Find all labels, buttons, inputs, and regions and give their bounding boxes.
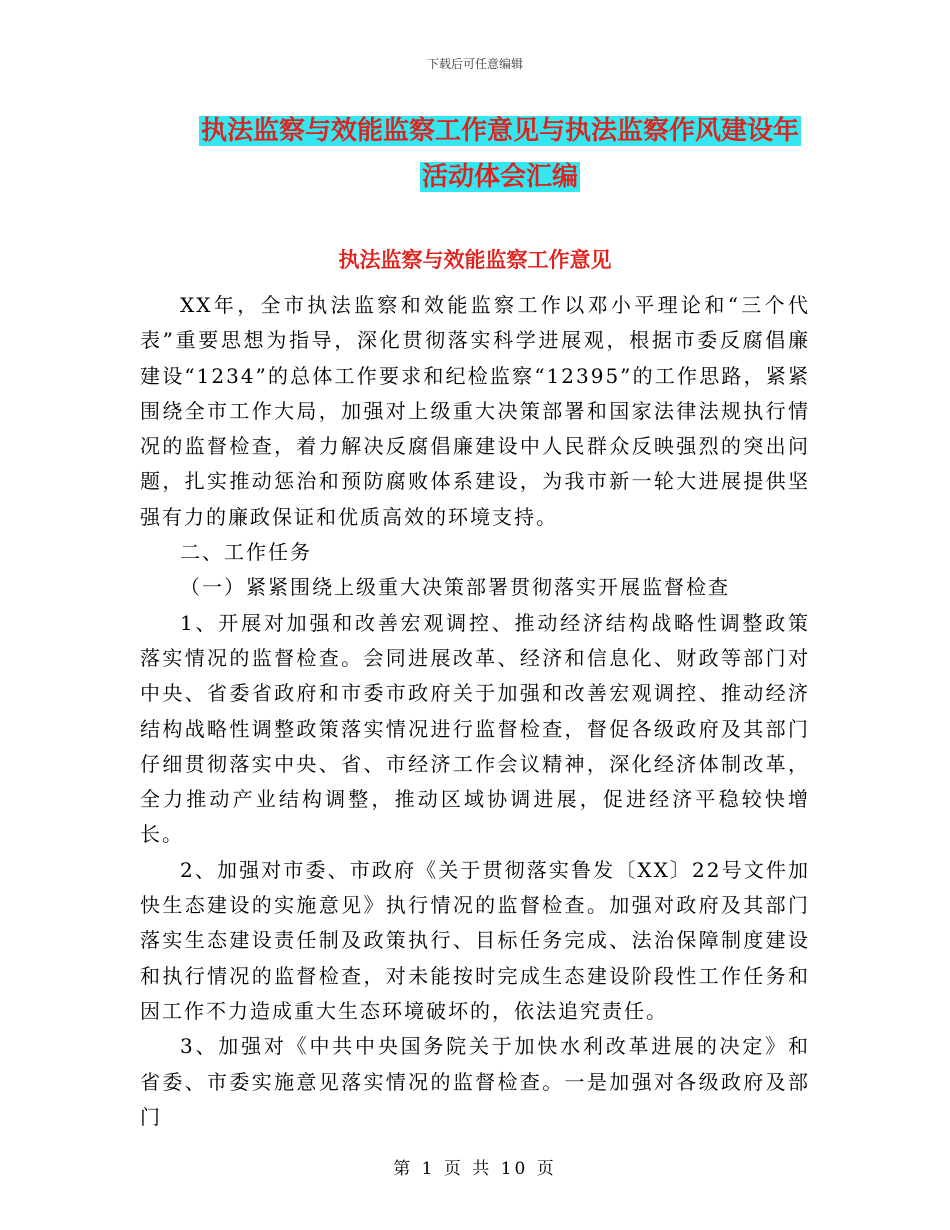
paragraph-heading-tasks: 二、工作任务 bbox=[180, 540, 312, 565]
document-title-line2: 活动体会汇编 bbox=[421, 162, 578, 192]
document-title-line1: 执法监察与效能监察工作意见与执法监察作风建设年 bbox=[200, 116, 799, 146]
section-title: 执法监察与效能监察工作意见 bbox=[338, 248, 612, 272]
paragraph-item-3: 3、加强对《中共中央国务院关于加快水利改革进展的决定》和省委、市委实施意见落实情况的监督检查。一是加强对各级政府及部门 bbox=[140, 1034, 810, 1129]
paragraph-intro: XX年，全市执法监察和效能监察工作以邓小平理论和“三个代表”重要思想为指导，深化贯彻落实科学进展观，根据市委反腐倡廉建设“1234”的总体工作要求和纪检监察“12395”的工作思路，紧紧围绕全市工作大局，加强对上级重大决策部署和国家法律法规执行情况的监督检查，着力解决反腐倡廉建设中人民群众反映强烈的突出问题，扎实推动惩治和预防腐败体系建设，为我市新一轮大进展提供坚强有力的廉政保证和优质高效的环境支持。 bbox=[140, 293, 810, 529]
document-body bbox=[140, 288, 810, 1135]
paragraph-item-1: 1、开展对加强和改善宏观调控、推动经济结构战略性调整政策落实情况的监督检查。会同进展改革、经济和信息化、财政等部门对中央、省委省政府和市委市政府关于加强和改善宏观调控、推动经济结构战略性调整政策落实情况进行监督检查，督促各级政府及其部门仔细贯彻落实中央、省、市经济工作会议精神，深化经济体制改革，全力推动产业结构调整，推动区域协调进展，促进经济平稳较快增长。 bbox=[140, 610, 810, 847]
paragraph-subheading-1: （一）紧紧围绕上级重大决策部署贯彻落实开展监督检查 bbox=[180, 575, 730, 600]
header-note: 下载后可任意编辑 bbox=[426, 57, 523, 71]
page-number: 第 1 页 共 10 页 bbox=[393, 1159, 557, 1179]
paragraph-item-2: 2、加强对市委、市政府《关于贯彻落实鲁发〔XX〕22号文件加快生态建设的实施意见》执行情况的监督检查。加强对政府及其部门落实生态建设责任制及政策执行、目标任务完成、法治保障制度建设和执行情况的监督检查，对未能按时完成生态建设阶段性工作任务和因工作不力造成重大生态环境破坏的，依法追究责任。 bbox=[140, 857, 810, 1023]
document-title bbox=[180, 108, 820, 200]
